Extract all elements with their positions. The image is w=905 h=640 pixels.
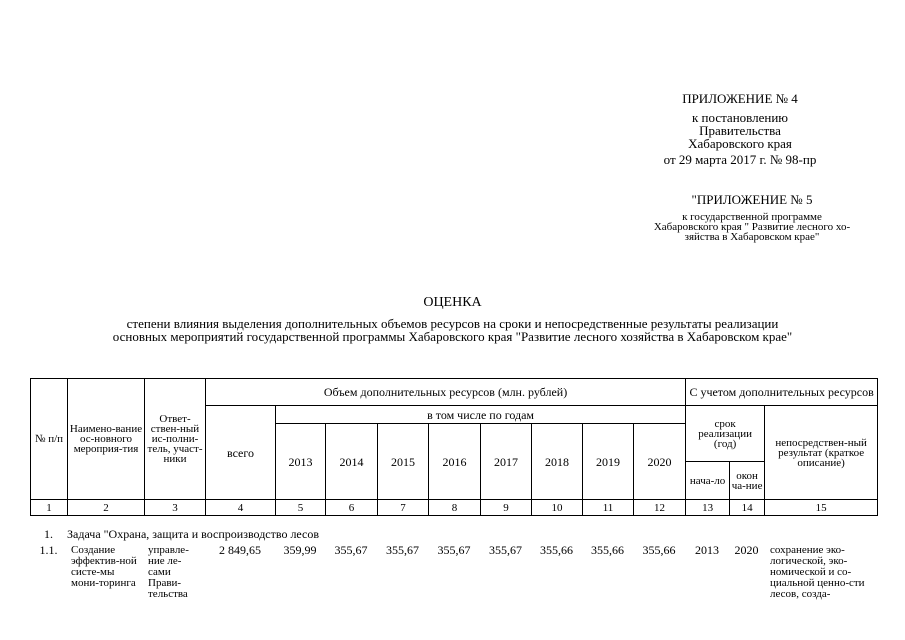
appendix4-line3: Хабаровского края: [688, 136, 792, 151]
column-number: 8: [429, 500, 481, 516]
column-number: 6: [326, 500, 378, 516]
col-start-header: нача-ло: [686, 462, 730, 500]
column-number: 13: [686, 500, 730, 516]
row-year-value: 355,67: [334, 543, 368, 557]
appendix4-title: ПРИЛОЖЕНИЕ № 4: [682, 91, 798, 106]
column-number: 12: [634, 500, 686, 516]
appendix5-line1: к государственной программе: [682, 211, 822, 223]
appendix5-title: "ПРИЛОЖЕНИЕ № 5: [691, 192, 813, 207]
appendix5-line2: Хабаровского края " Развитие лесного хо-: [653, 221, 851, 233]
row-year-value: 355,67: [489, 543, 522, 557]
year-header: 2019: [583, 424, 634, 500]
column-number: 1: [31, 500, 68, 516]
group-term-header: срок реализации (год): [686, 406, 765, 462]
year-header: 2017: [481, 424, 532, 500]
task-number: 1.: [44, 527, 53, 541]
column-number: 3: [145, 500, 206, 516]
col-name-header: Наимено-вание ос-новного мероприя-тия: [68, 379, 145, 500]
assessment-table-body: [30, 545, 877, 600]
row-total: 2 849,65: [219, 543, 261, 557]
column-number: 9: [481, 500, 532, 516]
group-accounting-header: С учетом дополнительных ресурсов: [686, 379, 878, 406]
column-number: 2: [68, 500, 145, 516]
row-start-year: 2013: [695, 543, 719, 557]
table-row: [30, 545, 877, 600]
column-number: 10: [532, 500, 583, 516]
row-end-year: 2020: [734, 543, 759, 557]
col-result-header: непосредствен-ный результат (краткое описание): [765, 406, 878, 500]
year-header: 2018: [532, 424, 583, 500]
col-resp-header: Ответ-ствен-ный ис-полни-тель, участ-ники: [145, 379, 206, 500]
appendix4-block: [640, 92, 840, 166]
column-number: 15: [765, 500, 878, 516]
appendix4-line2: Правительства: [699, 123, 781, 138]
year-header: 2016: [429, 424, 481, 500]
row-result: сохранение эко-логической, эко-номической и со-циальной ценно-сти лесов, созда-: [770, 544, 865, 600]
row-year-value: 359,99: [283, 543, 317, 557]
column-number: 11: [583, 500, 634, 516]
group-volume-header: Объем дополнительных ресурсов (млн. рублей): [206, 379, 686, 406]
task-text: Задача "Охрана, защита и воспроизводство лесов: [67, 527, 320, 541]
column-number: 5: [276, 500, 326, 516]
appendix4-line1: к постановлению: [691, 110, 789, 125]
row-responsible: управле-ние ле-сами Прави-тельства: [148, 544, 189, 600]
row-year-value: 355,67: [386, 543, 419, 557]
column-number: 4: [206, 500, 276, 516]
row-year-value: 355,66: [591, 543, 624, 557]
column-number-row: [31, 500, 878, 516]
col-end-header: окон ча-ние: [730, 462, 765, 500]
year-header: 2020: [634, 424, 686, 500]
column-number: 14: [730, 500, 765, 516]
column-number: 7: [378, 500, 429, 516]
doc-subtitle-1: степени влияния выделения дополнительных объемов ресурсов на сроки и непосредственные результаты реализации: [126, 316, 779, 331]
year-header: 2013: [276, 424, 326, 500]
assessment-table-header: [30, 378, 878, 516]
row-year-value: 355,66: [540, 543, 573, 557]
year-header: 2015: [378, 424, 429, 500]
appendix5-block: [632, 193, 872, 242]
row-name: Создание эффектив-ной систе-мы мони-торинга: [71, 544, 137, 589]
year-header: 2014: [326, 424, 378, 500]
row-year-value: 355,66: [642, 543, 676, 557]
appendix4-line4: от 29 марта 2017 г. № 98-пр: [663, 152, 817, 167]
col-num-header: № п/п: [31, 379, 68, 500]
appendix5-line3: зяйства в Хабаровском крае": [684, 231, 820, 243]
doc-heading: ОЦЕНКА: [423, 295, 482, 310]
row-number: 1.1.: [39, 543, 58, 557]
col-total-header: всего: [206, 406, 276, 500]
doc-subtitle-2: основных мероприятий государственной программы Хабаровского края "Развитие лесного хозяйства в Хабаровском крае": [112, 329, 793, 344]
task-row: [30, 528, 319, 540]
group-years-header: в том числе по годам: [276, 406, 686, 424]
row-year-value: 355,67: [437, 543, 471, 557]
